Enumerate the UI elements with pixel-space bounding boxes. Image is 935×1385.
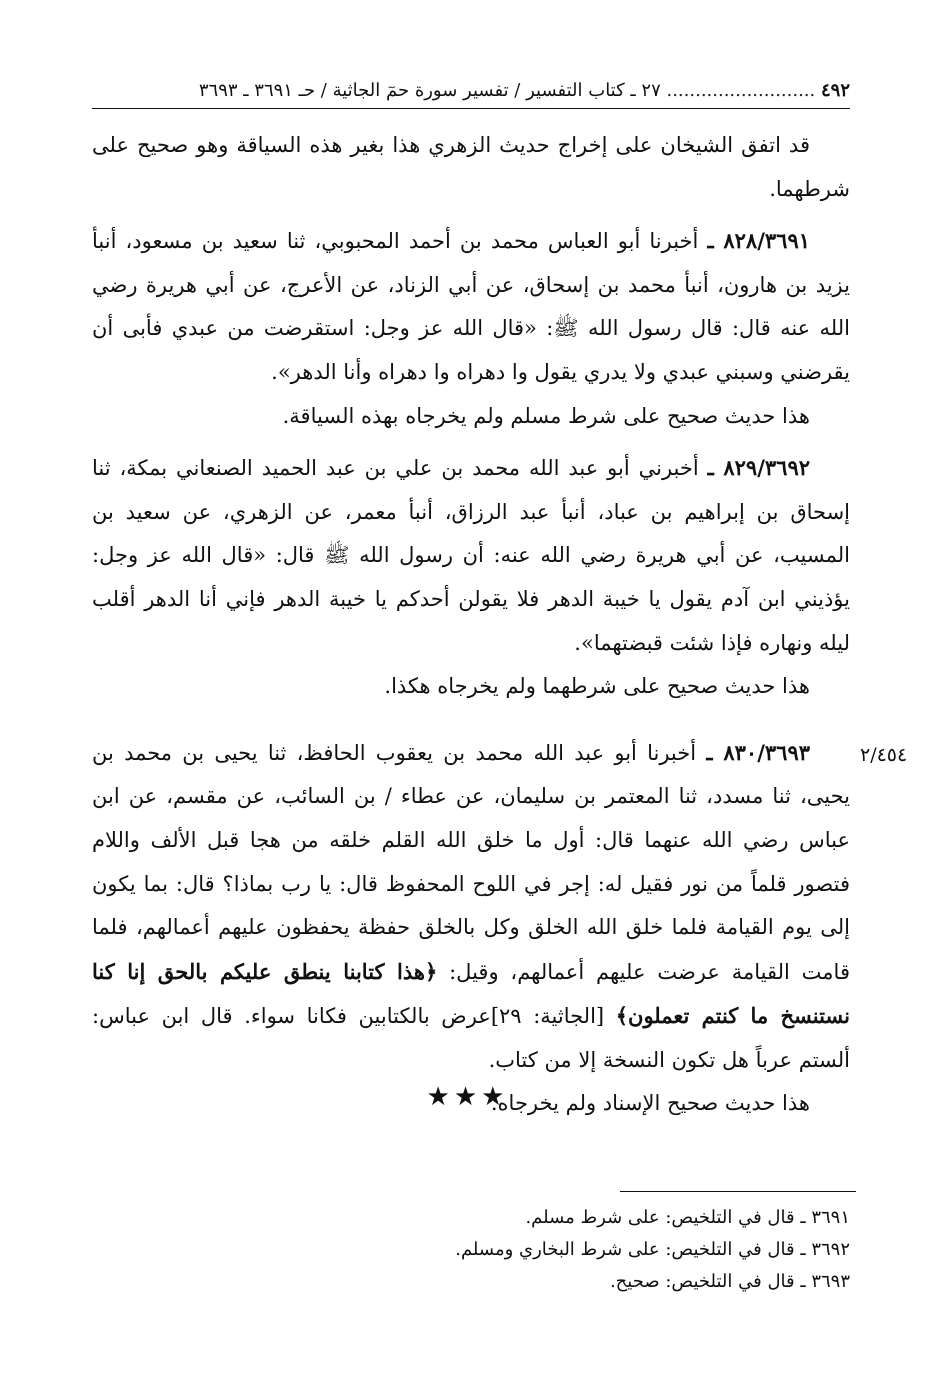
page-header	[92, 74, 850, 108]
quran-verse: ﴿هذا كتابنا ينطق عليكم بالحق إنا كنا نستنسخ ما كنتم تعملون﴾	[92, 958, 850, 1029]
hadith-3692-text: أخبرني أبو عبد الله محمد بن علي بن عبد الحميد الصنعاني بمكة، ثنا إسحاق بن إبراهيم بن عباد، أنبأ عبد الرزاق، أنبأ معمر، عن الزهري، عن سعيد بن المسيب، عن أبي هريرة رضي الله عنه: أن رسول الله ﷺ قال: «قال الله عز وجل: يؤذيني ابن آدم يقول يا خيبة الدهر فلا يقولن أحدكم يا خيبة الدهر فإني أنا الدهر أقلب ليله ونهاره فإذا شئت قبضتهما».	[92, 456, 850, 655]
footnote-3691: ٣٦٩١ ـ قال في التلخيص: على شرط مسلم.	[525, 1207, 850, 1228]
hadith-3693-number: ٨٣٠/٣٦٩٣ ـ	[706, 739, 810, 765]
header-rule	[92, 108, 850, 109]
hadith-3691-verdict: هذا حديث صحيح على شرط مسلم ولم يخرجاه بهذه السياقة.	[282, 403, 810, 428]
footnote-3693: ٣٦٩٣ ـ قال في التلخيص: صحيح.	[609, 1271, 850, 1292]
footnote-rule	[620, 1191, 856, 1192]
hadith-3693	[92, 731, 850, 1083]
hadith-3693-text-a: أخبرنا أبو عبد الله محمد بن يعقوب الحافظ، ثنا يحيى بن محمد بن يحيى، ثنا مسدد، ثنا المعتمر بن سليمان، عن عطاء / بن السائب، عن مقسم، عن ابن عباس رضي الله عنهما قال: أول ما خلق الله القلم خلقه من هجا قبل الألف واللام فتصور قلماً من نور فقيل له: إجر في اللوح المحفوظ قال: يا رب بماذا؟ قال: بما يكون إلى يوم القيامة فلما خلق الله الخلق وكل بالخلق حفظة يحفظون عليهم أعمالهم، فلما قامت القيامة عرضت عليهم أعمالهم، وقيل:	[92, 740, 850, 984]
main-text	[92, 124, 850, 1126]
footnotes	[300, 1202, 850, 1298]
hadith-3693-verdict: هذا حديث صحيح الإسناد ولم يخرجاه.	[490, 1091, 810, 1116]
hadith-3691-text: أخبرنا أبو العباس محمد بن أحمد المحبوبي، ثنا سعيد بن مسعود، أنبأ يزيد بن هارون، أنبأ محمد بن إسحاق، عن أبي الزناد، عن الأعرج، عن أبي هريرة رضي الله عنه قال: قال رسول الله ﷺ: «قال الله عز وجل: استقرضت من عبدي فأبى أن يقرضني وسبني عبدي ولا يدري يقول وا دهراه وا دهراه وأنا الدهر».	[92, 229, 850, 384]
footnote-3692: ٣٦٩٢ ـ قال في التلخيص: على شرط البخاري ومسلم.	[455, 1239, 850, 1260]
intro-paragraph: قد اتفق الشيخان على إخراج حديث الزهري هذا بغير هذه السياقة وهو صحيح على شرطهما.	[92, 133, 850, 201]
hadith-3692-verdict: هذا حديث صحيح على شرطهما ولم يخرجاه هكذا.	[384, 674, 810, 699]
running-title: ٢٧ ـ كتاب التفسير / تفسير سورة حمٓ الجاثية / حـ ٣٦٩١ ـ ٣٦٩٣	[198, 80, 661, 101]
hadith-3693-text-b: [الجاثية: ٢٩]عرض بالكتابين فكانا سواء. قال ابن عباس: ألستم عرباً هل تكون النسخة إلا من كتاب.	[92, 1004, 850, 1072]
hadith-3692-number: ٨٢٩/٣٦٩٢ ـ	[707, 455, 810, 481]
hadith-3691	[92, 219, 850, 394]
margin-reference: ٢/٤٥٤	[860, 744, 908, 766]
header-dots: ..........................	[666, 80, 816, 101]
hadith-3691-number: ٨٢٨/٣٦٩١ ـ	[707, 228, 810, 254]
section-divider-stars: ★★★	[426, 1082, 509, 1112]
page-number: ٤٩٢	[820, 80, 850, 101]
hadith-3692	[92, 446, 850, 665]
